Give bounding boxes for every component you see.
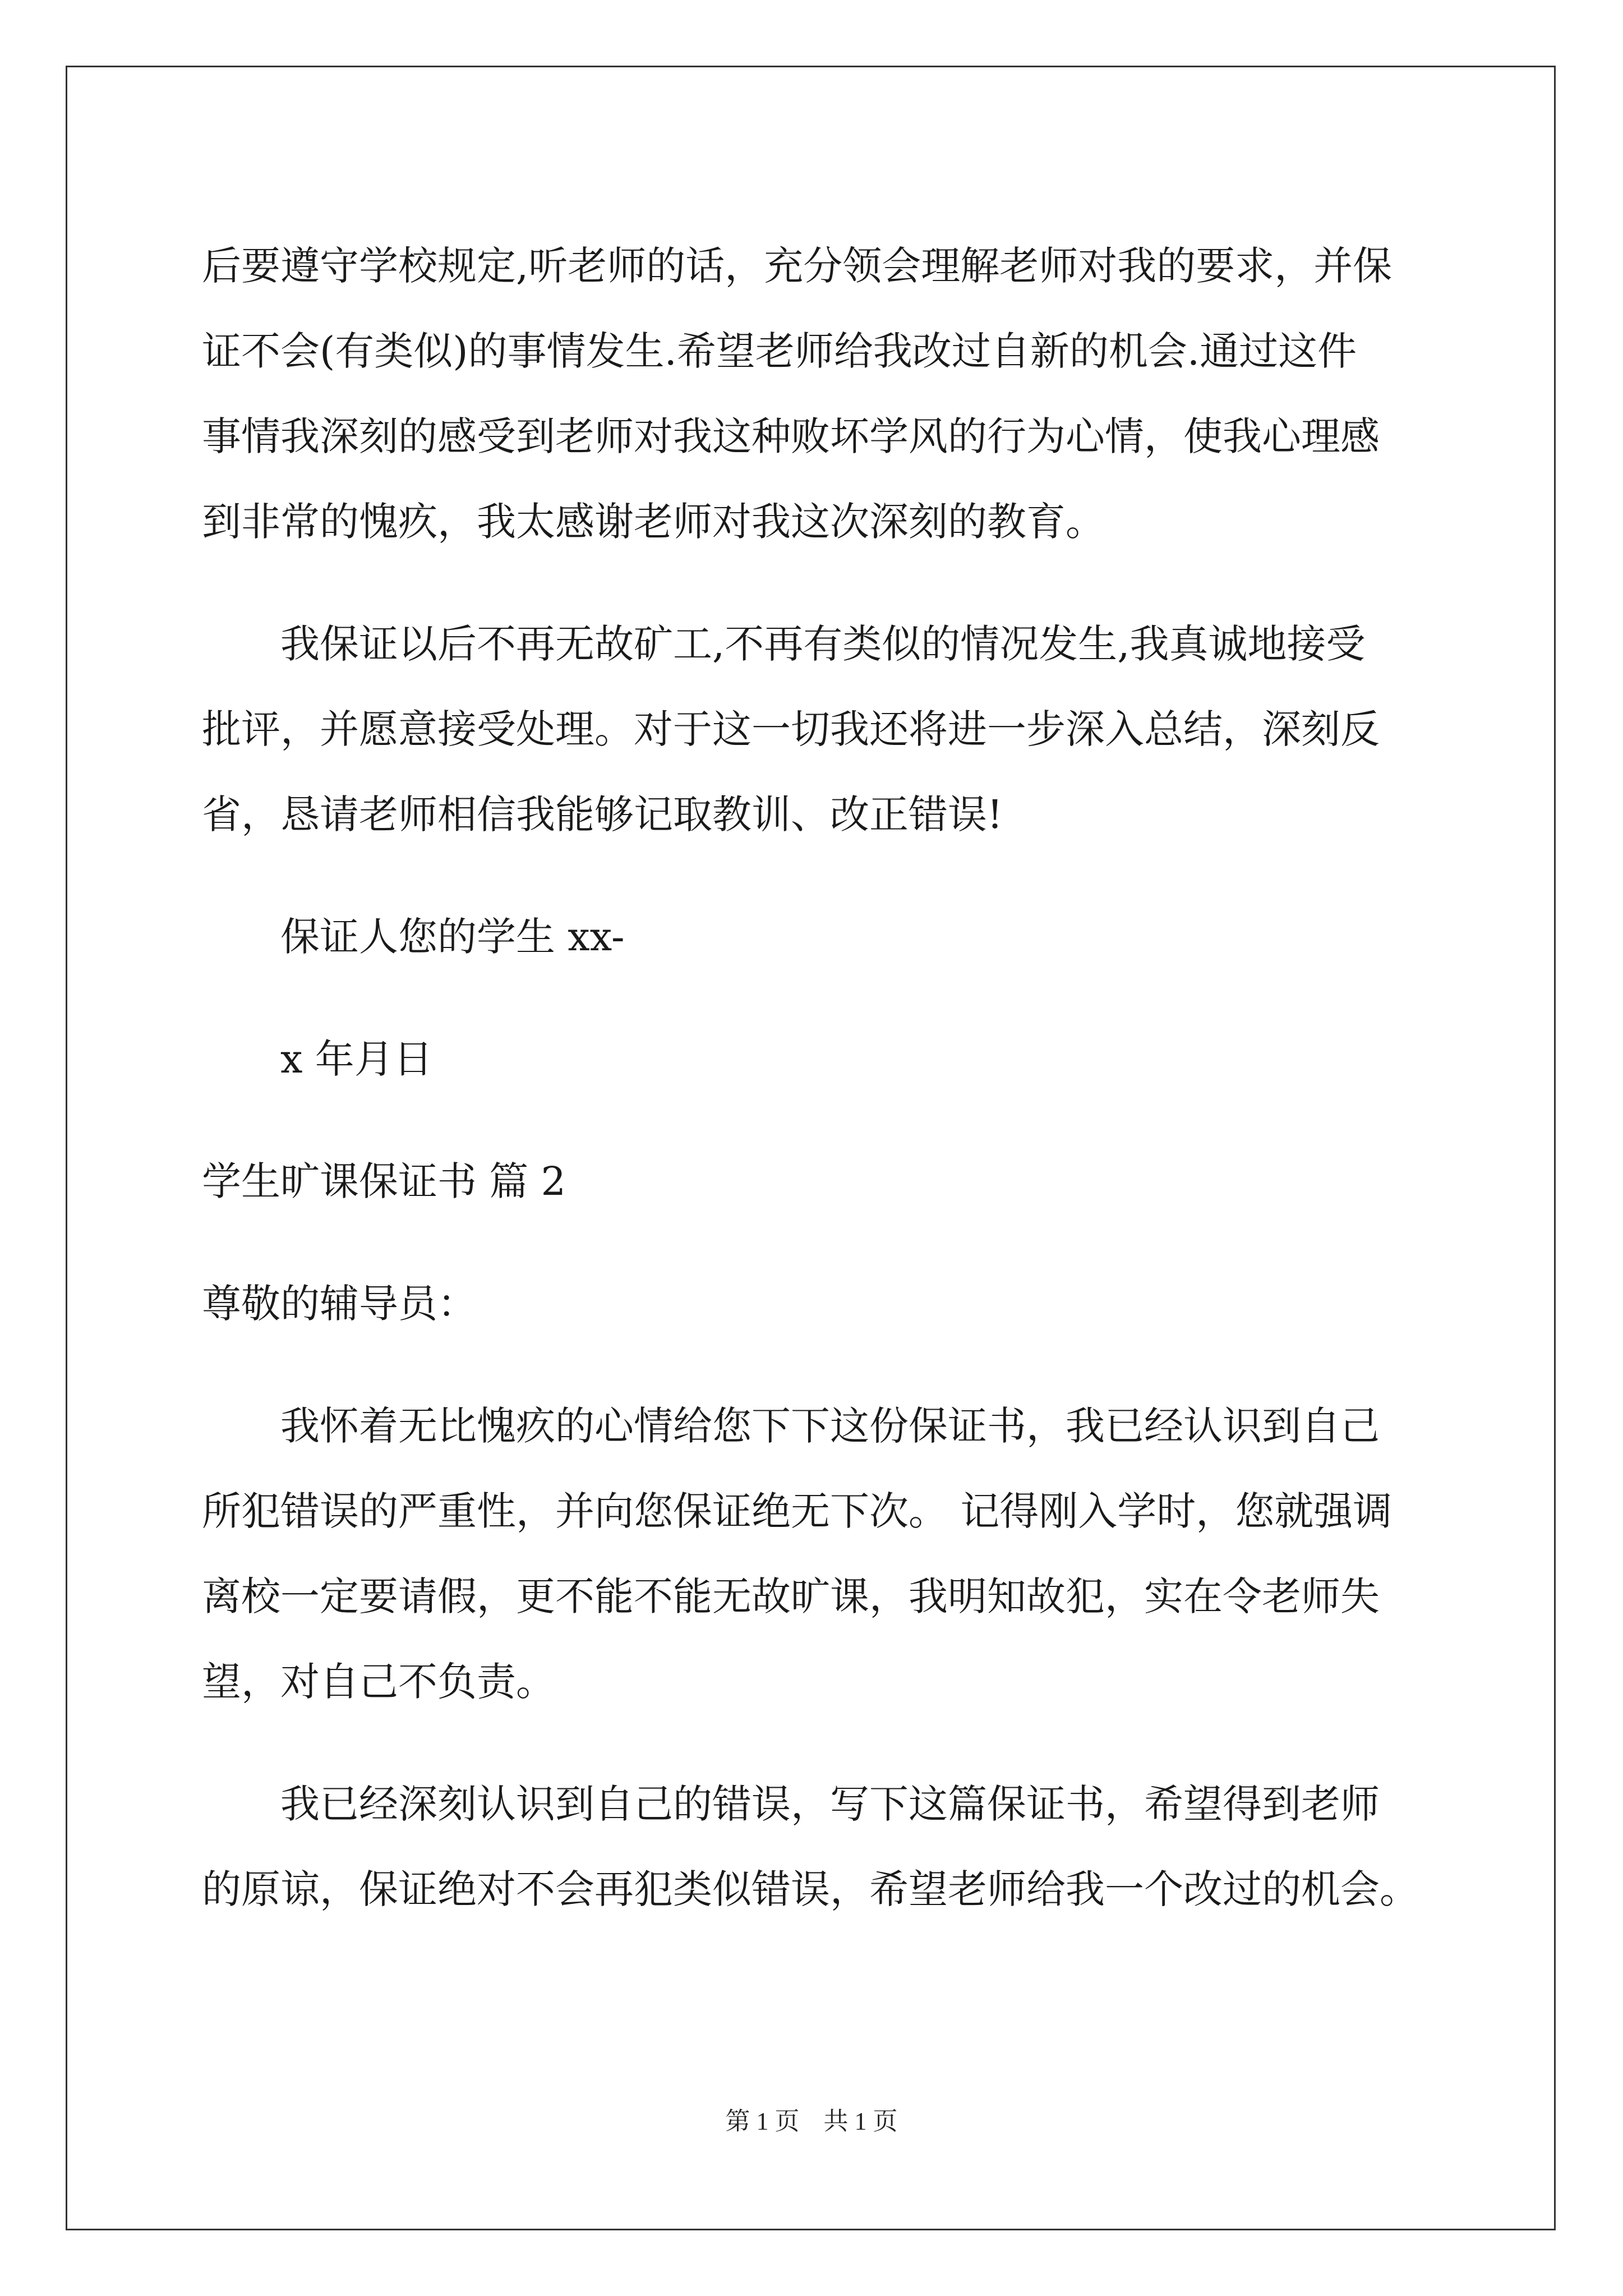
paragraph-line: 省，恳请老师相信我能够记取教训、改正错误! <box>202 792 1003 838</box>
paragraph-line: 证不会(有类似)的事情发生.希望老师给我改过自新的机会.通过这件 <box>202 328 1357 374</box>
signature-line: 保证人您的学生 xx- <box>280 914 625 960</box>
page-footer <box>0 2101 1623 2137</box>
salutation: 尊敬的辅导员： <box>202 1281 477 1327</box>
paragraph-line: 我怀着无比愧疚的心情给您下下这份保证书，我已经认识到自己 <box>280 1403 1380 1449</box>
paragraph-line: 我已经深刻认识到自己的错误，写下这篇保证书，希望得到老师 <box>280 1781 1380 1827</box>
paragraph-line: 望，对自己不负责。 <box>202 1659 555 1705</box>
paragraph-line: 到非常的愧疚，我太感谢老师对我这次深刻的教育。 <box>202 499 1105 545</box>
section-heading: 学生旷课保证书 篇 2 <box>202 1158 566 1204</box>
paragraph-line: 后要遵守学校规定,听老师的话，充分领会理解老师对我的要求，并保 <box>202 243 1393 289</box>
paragraph-line: 离校一定要请假，更不能不能无故旷课，我明知故犯，实在令老师失 <box>202 1573 1380 1619</box>
page-number: 第 1 页 <box>725 2108 800 2135</box>
paragraph-line: 所犯错误的严重性，并向您保证绝无下次。 记得刚入学时，您就强调 <box>202 1488 1393 1534</box>
date-line: x 年月日 <box>280 1036 433 1082</box>
paragraph-line: 事情我深刻的感受到老师对我这种败坏学风的行为心情，使我心理感 <box>202 413 1380 459</box>
paragraph-line: 批评，并愿意接受处理。对于这一切我还将进一步深入总结，深刻反 <box>202 706 1380 752</box>
paragraph-line: 我保证以后不再无故矿工,不再有类似的情况发生,我真诚地接受 <box>280 621 1366 667</box>
page-total: 共 1 页 <box>823 2108 898 2135</box>
paragraph-line: 的原谅，保证绝对不会再犯类似错误，希望老师给我一个改过的机会。 <box>202 1866 1419 1912</box>
